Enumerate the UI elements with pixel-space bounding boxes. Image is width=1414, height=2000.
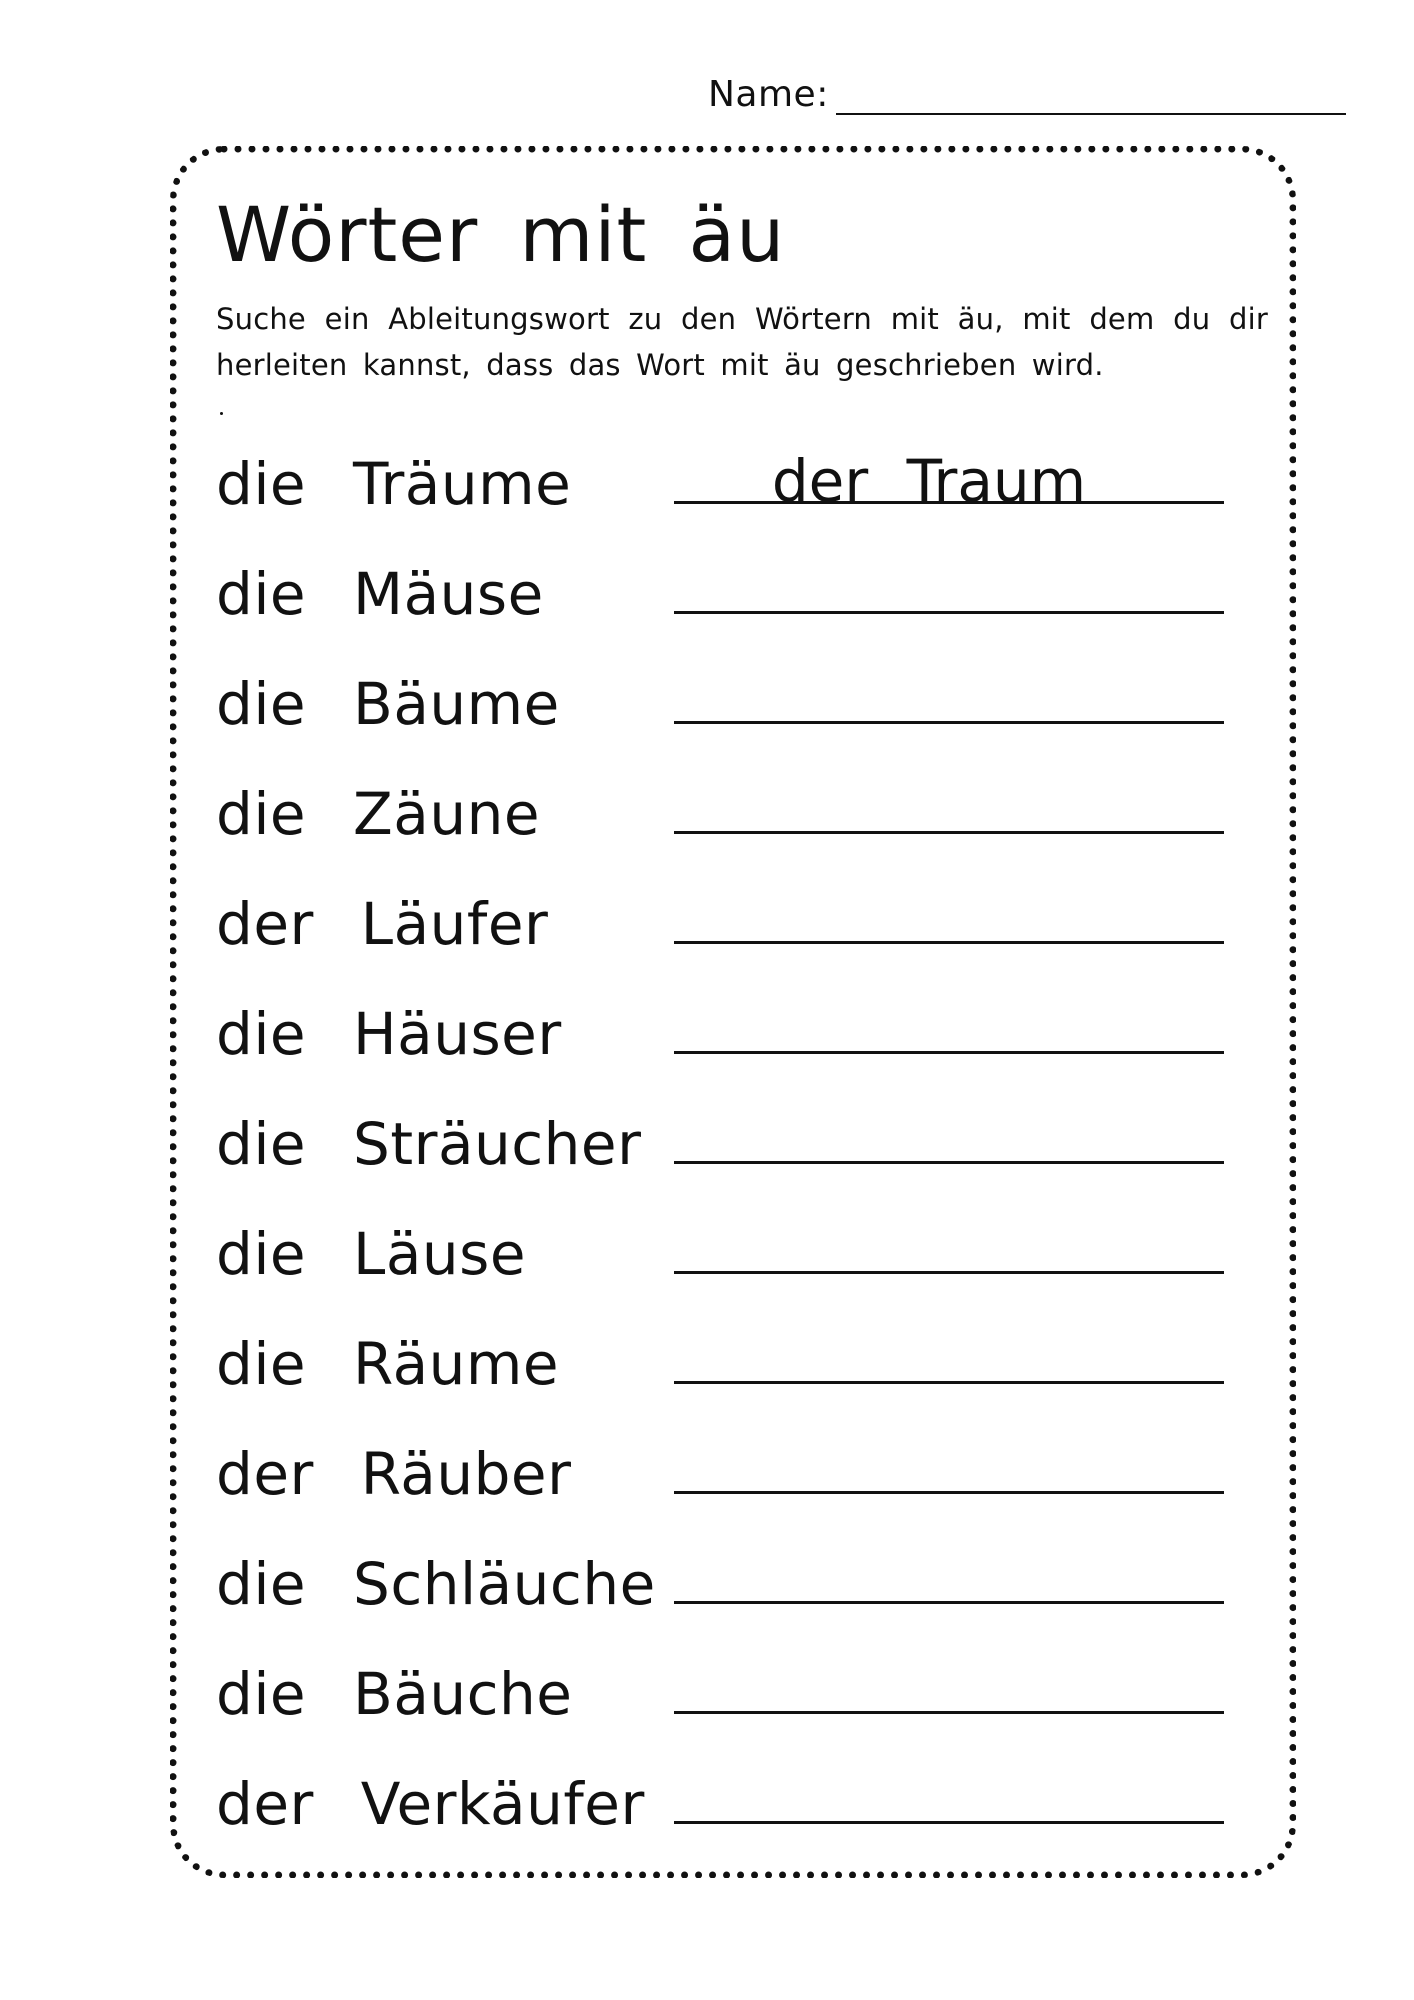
answer-line[interactable] (674, 1051, 1224, 1054)
answer-line[interactable] (674, 721, 1224, 724)
exercise-row (216, 438, 1226, 548)
exercise-row (216, 658, 1226, 768)
exercise-word: die Bäuche (216, 1660, 573, 1728)
exercise-word: die Schläuche (216, 1550, 656, 1618)
exercise-row (216, 1758, 1226, 1868)
exercise-row (216, 1208, 1226, 1318)
exercise-list (216, 438, 1226, 1868)
exercise-row (216, 988, 1226, 1098)
answer-line[interactable] (674, 1161, 1224, 1164)
answer-line[interactable] (674, 501, 1224, 504)
answer-line[interactable] (674, 1601, 1224, 1604)
exercise-word: die Bäume (216, 670, 560, 738)
exercise-word: der Läufer (216, 890, 549, 958)
stray-dot (220, 412, 223, 415)
exercise-row (216, 1538, 1226, 1648)
exercise-word: die Häuser (216, 1000, 562, 1068)
exercise-word: der Verkäufer (216, 1770, 645, 1838)
answer-line[interactable] (674, 1491, 1224, 1494)
name-field[interactable] (708, 70, 1348, 120)
exercise-word: die Zäune (216, 780, 541, 848)
worksheet-instructions: Suche ein Ableitungswort zu den Wörtern mit äu, mit dem du dir herleiten kannst, dass das Wort mit äu geschrieben wird. (216, 302, 1268, 382)
answer-line[interactable] (674, 1271, 1224, 1274)
exercise-word: die Mäuse (216, 560, 544, 628)
answer-line[interactable] (674, 611, 1224, 614)
exercise-word: die Sträucher (216, 1110, 642, 1178)
exercise-word: die Träume (216, 450, 572, 518)
exercise-row (216, 878, 1226, 988)
name-write-line[interactable] (836, 113, 1346, 115)
exercise-row (216, 1648, 1226, 1758)
exercise-row (216, 768, 1226, 878)
worksheet-title: Wörter mit äu (216, 190, 786, 279)
name-label: Name: (708, 74, 829, 115)
exercise-row (216, 548, 1226, 658)
answer-line[interactable] (674, 1381, 1224, 1384)
answer-line[interactable] (674, 831, 1224, 834)
exercise-row (216, 1098, 1226, 1208)
answer-line[interactable] (674, 1711, 1224, 1714)
exercise-word: der Räuber (216, 1440, 572, 1508)
example-answer: der Traum (771, 447, 1087, 515)
exercise-word: die Räume (216, 1330, 560, 1398)
answer-line[interactable] (674, 941, 1224, 944)
exercise-row (216, 1318, 1226, 1428)
exercise-word: die Läuse (216, 1220, 527, 1288)
answer-line[interactable] (674, 1821, 1224, 1824)
exercise-row (216, 1428, 1226, 1538)
